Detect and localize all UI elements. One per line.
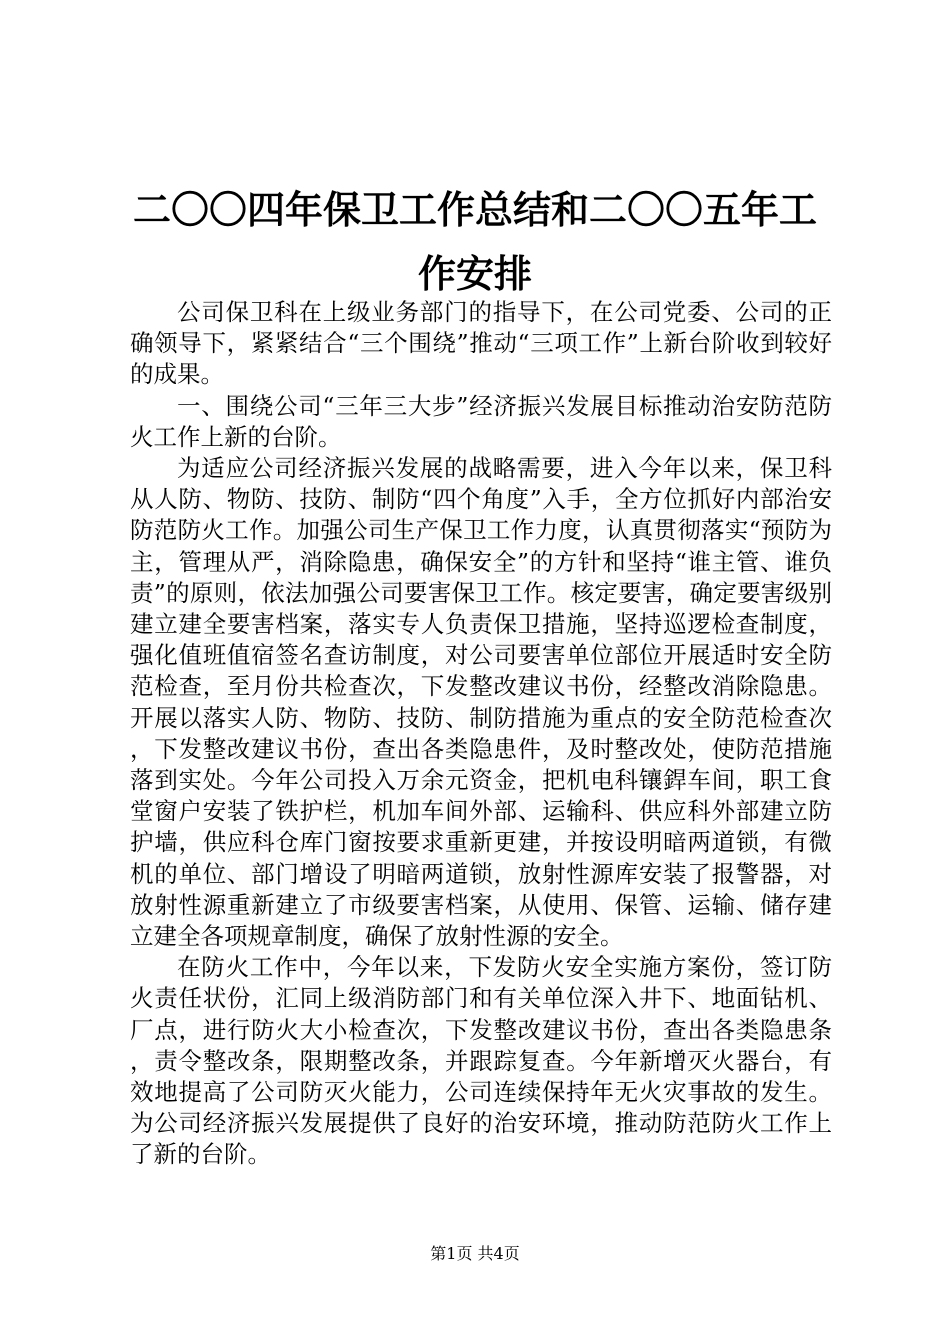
paragraph-fire-prevention: 在防火工作中，今年以来，下发防火安全实施方案份，签订防火责任状份，汇同上级消防部门和有关单位深入井下、地面钻机、厂点，进行防火大小检查次，下发整改建议书份，查出各类隐患条，责令整改条，限期整改条，并跟踪复查。今年新增灭火器台，有效地提高了公司防灭火能力，公司连续保持年无火灾事故的发生。为公司经济振兴发展提供了良好的治安环境，推动防范防火工作上了新的台阶。	[130, 953, 832, 1169]
paragraph-section-heading: 一、围绕公司“三年三大步”经济振兴发展目标推动治安防范防火工作上新的台阶。	[130, 391, 832, 451]
document-title: 二〇〇四年保卫工作总结和二〇〇五年工作安排	[132, 187, 817, 296]
paragraph-security-measures: 为适应公司经济振兴发展的战略需要，进入今年以来，保卫科从人防、物防、技防、制防“四个角度”入手，全方位抓好内部治安防范防火工作。加强公司生产保卫工作力度，认真贯彻落实“预防为主，管理从严，消除隐患，确保安全”的方针和坚持“谁主管、谁负责”的原则，依法加强公司要害保卫工作。核定要害，确定要害级别建立建全要害档案，落实专人负责保卫措施，坚持巡逻检查制度，强化值班值宿签名查访制度，对公司要害单位部位开展适时安全防范检查，至月份共检查次，下发整改建议书份，经整改消除隐患。开展以落实人防、物防、技防、制防措施为重点的安全防范检查次，下发整改建议书份，查出各类隐患件，及时整改处，使防范措施落到实处。今年公司投入万余元资金，把机电科镶銲车间，职工食堂窗户安装了铁护栏，机加车间外部、运输科、供应科外部建立防护墙，供应科仓库门窗按要求重新更建，并按设明暗两道锁，有微机的单位、部门增设了明暗两道锁，放射性源库安装了报警器，对放射性源重新建立了市级要害档案，从使用、保管、运输、储存建立建全各项规章制度，确保了放射性源的安全。	[130, 454, 832, 951]
document-body	[130, 297, 832, 1171]
paragraph-intro: 公司保卫科在上级业务部门的指导下，在公司党委、公司的正确领导下，紧紧结合“三个围绕”推动“三项工作”上新台阶收到较好的成果。	[130, 298, 832, 389]
page-number-footer: 第1页 共4页	[430, 1244, 520, 1263]
